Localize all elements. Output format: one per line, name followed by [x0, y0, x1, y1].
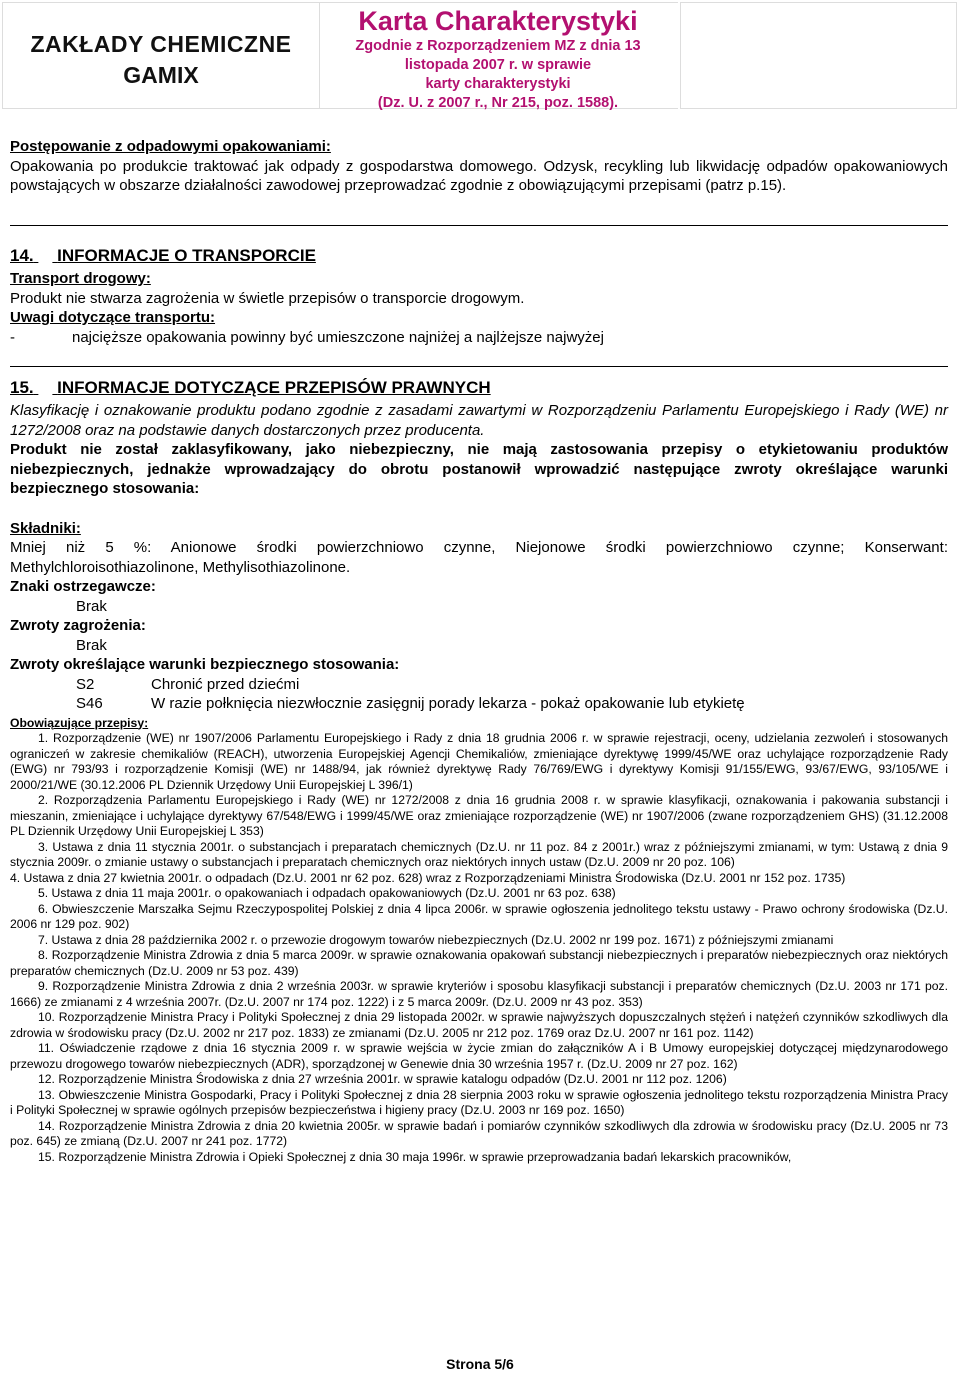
section-14-title: INFORMACJE O TRANSPORCIE [57, 246, 316, 265]
transport-remarks-heading: Uwagi dotyczące transportu: [10, 309, 216, 326]
header-subtitle-2: listopada 2007 r. w sprawie [404, 57, 592, 73]
safety-phrase-text: Chronić przed dziećmi [151, 675, 300, 693]
header-subtitle-3: karty charakterystyki [425, 76, 571, 92]
regulation-item: 10. Rozporządzenie Ministra Pracy i Polityki Społecznej z dnia 29 listopada 2002r. w sprawie najwyższych dopuszczalnych stężeń i natężeń czynników szkodliwych dla zdrowia w środowisku pracy (Dz.U. 2002 nr 217 poz. 1833) ze zmianami (Dz.U. 2005 nr 212 poz. 1769 oraz Dz.U. 2007 nr 161 poz. 1142) [10, 1010, 948, 1040]
road-transport-heading: Transport drogowy: [10, 270, 151, 287]
regulations-heading: Obowiązujące przepisy: [10, 715, 149, 730]
regulation-item: 4. Ustawa z dnia 27 kwietnia 2001r. o odpadach (Dz.U. 2001 nr 62 poz. 628) wraz z Rozporządzeniami Ministra Środowiska (Dz.U. 2001 nr 152 poz. 1735) [10, 870, 846, 885]
safety-phrases-heading: Zwroty określające warunki bezpiecznego stosowania: [10, 656, 400, 673]
remark-text: najcięższe opakowania powinny być umieszczone najniżej a najlżejsze najwyżej [72, 328, 604, 346]
regulation-item: 15. Rozporządzenie Ministra Zdrowia i Opieki Społecznej z dnia 30 maja 1996r. w sprawie przeprowadzania badań lekarskich pracowników, [38, 1149, 792, 1164]
header-subtitle-4: (Dz. U. z 2007 r., Nr 215, poz. 1588). [377, 95, 619, 111]
regulation-item: 1. Rozporządzenie (WE) nr 1907/2006 Parlamentu Europejskiego i Rady z dnia 18 grudnia 2006 r. w sprawie rejestracji, oceny, udzielania zezwoleń i stosowanych ograniczeń w zakresie chemikaliów (REACH), utworzenia Europejskiej Agencji Chemikaliów, zmieniające dyrektywę 1999/45/WE oraz uchylające rozporządzenie Rady (EWG) nr 793/93 i rozporządzenie Komisji (WE) nr 1488/94, jak również dyrektywę Rady 76/769/EWG i dyrektywy Komisji 91/155/EWG, 93/67/EWG, 93/105/WE i 2000/21/WE (30.12.2006 PL Dziennik Urzędowy Unii Europejskiej L 396/1) [10, 731, 948, 792]
hazard-phrases-value: Brak [76, 636, 107, 654]
divider [10, 225, 948, 226]
ingredients-text: Mniej niż 5 %: Anionowe środki powierzchniowo czynne, Niejonowe środki powierzchniowo czynne; Konserwant: Methylchloroisothiazolinone, Methylisothiazolinone. [10, 539, 948, 576]
transport-remark [10, 328, 948, 348]
header-subtitle-1: Zgodnie z Rozporządzeniem MZ z dnia 13 [355, 38, 641, 54]
regulation-item: 2. Rozporządzenia Parlamentu Europejskiego i Rady (WE) nr 1272/2008 z dnia 16 grudnia 2008 r. w sprawie klasyfikacji, oznakowania i pakowania substancji i mieszanin, zmieniające i uchylające dyrektywy 67/548/EWG i 1999/45/WE oraz zmieniające rozporządzenie (WE) nr 1907/2006 (zwane rozporządzeniem GHS) (31.12.2008 PL Dziennik Urzędowy Unii Europejskiej L 353) [10, 793, 948, 838]
safety-phrase-row [10, 675, 948, 695]
waste-text: Opakowania po produkcie traktować jak odpady z gospodarstwa domowego. Odzysk, recykling lub likwidację odpadów opakowaniowych powstających w obszarze działalności zawodowej przeprowadzać zgodnie z obowiązującymi przepisami (patrz p.15). [10, 157, 948, 194]
waste-heading: Postępowanie z odpadowymi opakowaniami: [10, 138, 331, 155]
safety-phrase-row [10, 694, 948, 714]
hazard-phrases-heading: Zwroty zagrożenia: [10, 617, 146, 634]
regulation-item: 14. Rozporządzenie Ministra Zdrowia z dnia 20 kwietnia 2005r. w sprawie badań i pomiarów czynników szkodliwych dla zdrowia w środowisku pracy (Dz.U. 2005 nr 73 poz. 645) ze zmianą (Dz.U. 2007 nr 241 poz. 1772) [10, 1118, 948, 1148]
regulation-item: 3. Ustawa z dnia 11 stycznia 2001r. o substancjach i preparatach chemicznych (Dz.U. nr 11 poz. 84 z 2001r.) wraz z późniejszymi zmianami, w tym: Ustawą z dnia 9 stycznia 2009r. o zmianie ustawy o substancjach i preparatach chemicznych oraz niektórych innych ustaw (Dz.U. 2009 nr 20 poz. 106) [10, 839, 948, 869]
divider [10, 366, 948, 367]
section-14 [10, 246, 948, 347]
section-15-intro: Klasyfikację i oznakowanie produktu podano zgodnie z zasadami zawartymi w Rozporządzeniu Parlamentu Europejskiego i Rady (WE) nr 1272/2008 oraz na podstawie danych dostarczonych przez producenta. [10, 402, 948, 439]
regulations-list [10, 716, 948, 1166]
regulation-item: 12. Rozporządzenie Ministra Środowiska z dnia 27 września 2001r. w sprawie katalogu odpadów (Dz.U. 2001 nr 112 poz. 1206) [38, 1072, 727, 1086]
safety-phrase-text: W razie połknięcia niezwłocznie zasięgnij porady lekarza - pokaż opakowanie lub etykietę [151, 695, 745, 712]
regulation-item: 7. Ustawa z dnia 28 października 2002 r. o przewozie drogowym towarów niebezpiecznych (Dz.U. 2002 nr 199 poz. 1671) z późniejszymi zmianami [38, 932, 834, 947]
company-logo-box [2, 2, 320, 109]
section-15-bold-statement: Produkt nie został zaklasyfikowany, jako niebezpieczny, nie mają zastosowania przepisy o etykietowaniu produktów niebezpiecznych, jednakże wprowadzający do obrotu postanowił wprowadzić następujące zwroty określające warunki bezpiecznego stosowania: [10, 441, 948, 497]
section-14-heading [10, 246, 948, 266]
warning-signs-value: Brak [76, 597, 107, 615]
ingredients-heading: Składniki: [10, 519, 81, 537]
warning-signs-heading: Znaki ostrzegawcze: [10, 578, 156, 595]
regulation-item: 8. Rozporządzenie Ministra Zdrowia z dnia 5 marca 2009r. w sprawie oznakowania opakowań substancji niebezpiecznych i preparatów niebezpiecznych oraz niektórych preparatów chemicznych (Dz.U. 2009 nr 53 poz. 439) [10, 948, 948, 978]
regulation-item: 6. Obwieszczenie Marszałka Sejmu Rzeczypospolitej Polskiej z dnia 4 lipca 2006r. w sprawie ogłoszenia jednolitego tekstu ustawy - Prawo ochrony środowiska (Dz.U. 2006 nr 129 poz. 902) [10, 901, 948, 931]
section-15-title: INFORMACJE DOTYCZĄCE PRZEPISÓW PRAWNYCH [57, 378, 491, 397]
safety-phrase-code: S2 [76, 675, 95, 693]
regulation-item: 11. Oświadczenie rządowe z dnia 16 stycznia 2009 r. w sprawie wejścia w życie zmian do załączników A i B Umowy europejskiej dotyczącej międzynarodowego przewozu drogowego towarów niebezpiecznych (ADR), sporządzonej w Genewie dnia 30 września 1957 r. (Dz.U. 2009 nr 27 poz. 162) [10, 1041, 948, 1071]
safety-phrase-code: S46 [76, 695, 103, 712]
section-15-number: 15. [10, 378, 34, 397]
section-15 [10, 378, 948, 1165]
header-empty-box [680, 2, 957, 109]
document-header [0, 0, 960, 110]
section-15-heading [10, 378, 948, 398]
remark-dash: - [10, 328, 15, 346]
regulation-item: 5. Ustawa z dnia 11 maja 2001r. o opakowaniach i odpadach opakowaniowych (Dz.U. 2001 nr 63 poz. 638) [38, 886, 616, 900]
header-title-box [318, 2, 678, 109]
company-name-line1: ZAKŁADY CHEMICZNE [30, 31, 292, 57]
section-14-number: 14. [10, 246, 34, 265]
regulation-item: 9. Rozporządzenie Ministra Zdrowia z dnia 2 września 2003r. w sprawie kryteriów i sposobu klasyfikacji substancji i preparatów chemicznych (Dz.U. 2003 nr 171 poz. 1666) ze zmianami z 4 września 2007r. (Dz.U. 2007 nr 174 poz. 1222) i z 5 marca 2009r. (Dz.U. 2009 nr 43 poz. 353) [10, 979, 948, 1009]
regulation-item: 13. Obwieszczenie Ministra Gospodarki, Pracy i Polityki Społecznej z dnia 28 sierpnia 2003 roku w sprawie ogłoszenia jednolitego tekstu rozporządzenia Ministra Pracy i Polityki Społecznej w sprawie ogólnych przepisów bezpieczeństwa i higieny pracy (Dz.U. 2003 nr 169 poz. 1650) [10, 1087, 948, 1117]
company-name-line2: GAMIX [123, 62, 199, 88]
page-number: Strona 5/6 [446, 1356, 514, 1372]
road-transport-text: Produkt nie stwarza zagrożenia w świetle przepisów o transporcie drogowym. [10, 289, 525, 307]
waste-packaging-block [10, 137, 948, 196]
document-title: Karta Charakterystyki [358, 6, 638, 36]
